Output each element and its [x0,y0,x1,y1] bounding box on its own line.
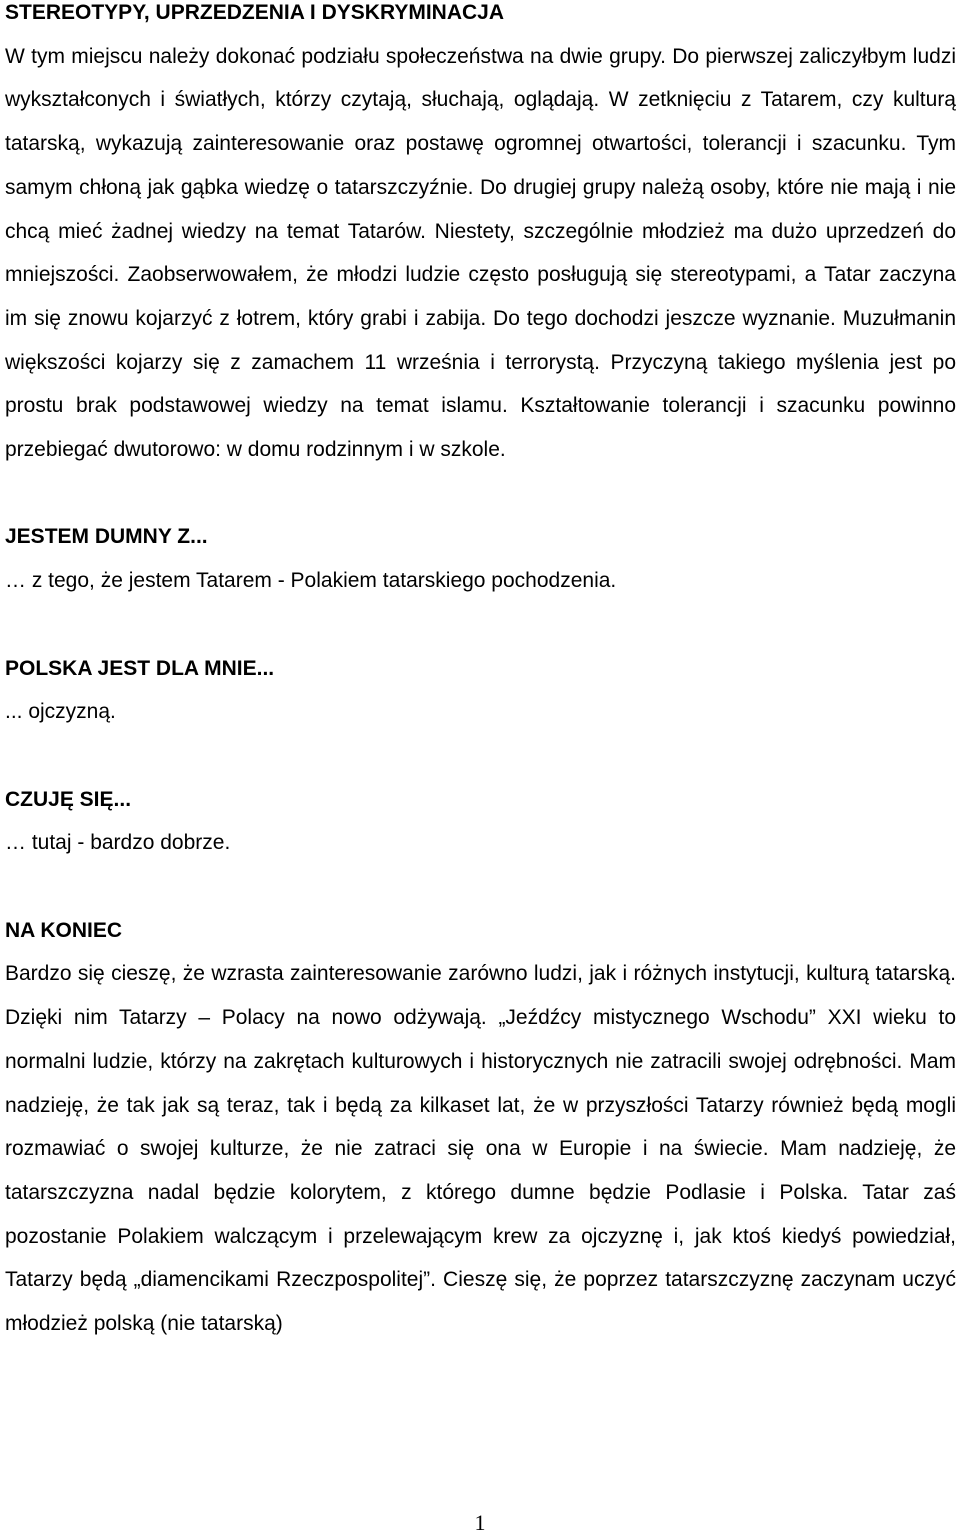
page-number: 1 [474,1510,486,1535]
section-spacer [5,472,956,516]
section-heading-dumny: JESTEM DUMNY Z... [5,525,208,549]
document-page [5,0,956,1346]
section-spacer [5,603,956,647]
section-heading-czuje: CZUJĘ SIĘ... [5,787,132,811]
section-body-czuje: … tutaj - bardzo dobrze. [5,831,231,855]
section-spacer [5,865,956,909]
section-heading-polska: POLSKA JEST DLA MNIE... [5,656,275,680]
section-spacer [5,734,956,778]
section-heading-stereotypy: STEREOTYPY, UPRZEDZENIA I DYSKRYMINACJA [5,1,505,24]
section-heading-koniec: NA KONIEC [5,918,123,942]
section-body-koniec: Bardzo się cieszę, że wzrasta zainteresowanie zarówno ludzi, jak i różnych instytucji, kulturą tatarską. Dzięki nim Tatarzy – Polacy na nowo odżywają. „Jeźdźcy mistycznego Wschodu” XXI wieku to normalni ludzie, którzy na zakrętach kulturowych i historycznych nie zatracili swojej odrębności. Mam nadzieję, że tak jak są teraz, tak i będą za kilkaset lat, że w przyszłości Tatarzy również będą mogli rozmawiać o swojej kulturze, że nie zatraci się ona w Europie i na świecie. Mam nadzieję, że tatarszczyzna nadal będzie kolorytem, z którego dumne będzie Podlasie i Polska. Tatar zaś pozostanie Polakiem walczącym i przelewającym krew za ojczyznę i, jak ktoś kiedyś powiedział, Tatarzy będą „diamencikami Rzeczpospolitej”. Cieszę się, że poprzez tatarszczyznę zaczynam uczyć młodzież polską (nie tatarską) [5,962,956,1336]
section-body-stereotypy: W tym miejscu należy dokonać podziału społeczeństwa na dwie grupy. Do pierwszej zaliczyłbym ludzi wykształconych i światłych, którzy czytają, słuchają, oglądają. W zetknięciu z Tatarem, czy kulturą tatarską, wykazują zainteresowanie oraz postawę ogromnej otwartości, tolerancji i szacunku. Tym samym chłoną jak gąbka wiedzę o tatarszczyźnie. Do drugiej grupy należą osoby, które nie mają i nie chcą mieć żadnej wiedzy na temat Tatarów. Niestety, szczególnie młodzież ma dużo uprzedzeń do mniejszości. Zaobserwowałem, że młodzi ludzie często posługują się stereotypami, a Tatar zaczyna im się znowu kojarzyć z łotrem, który grabi i zabija. Do tego dochodzi jeszcze wyznanie. Muzułmanin większości kojarzy się z zamachem 11 września i terrorystą. Przyczyną takiego myślenia jest po prostu brak podstawowej wiedzy na temat islamu. Kształtowanie tolerancji i szacunku powinno przebiegać dwutorowo: w domu rodzinnym i w szkole. [5,44,956,462]
section-body-polska: ... ojczyzną. [5,700,116,724]
section-body-dumny: … z tego, że jestem Tatarem - Polakiem tatarskiego pochodzenia. [5,569,617,593]
